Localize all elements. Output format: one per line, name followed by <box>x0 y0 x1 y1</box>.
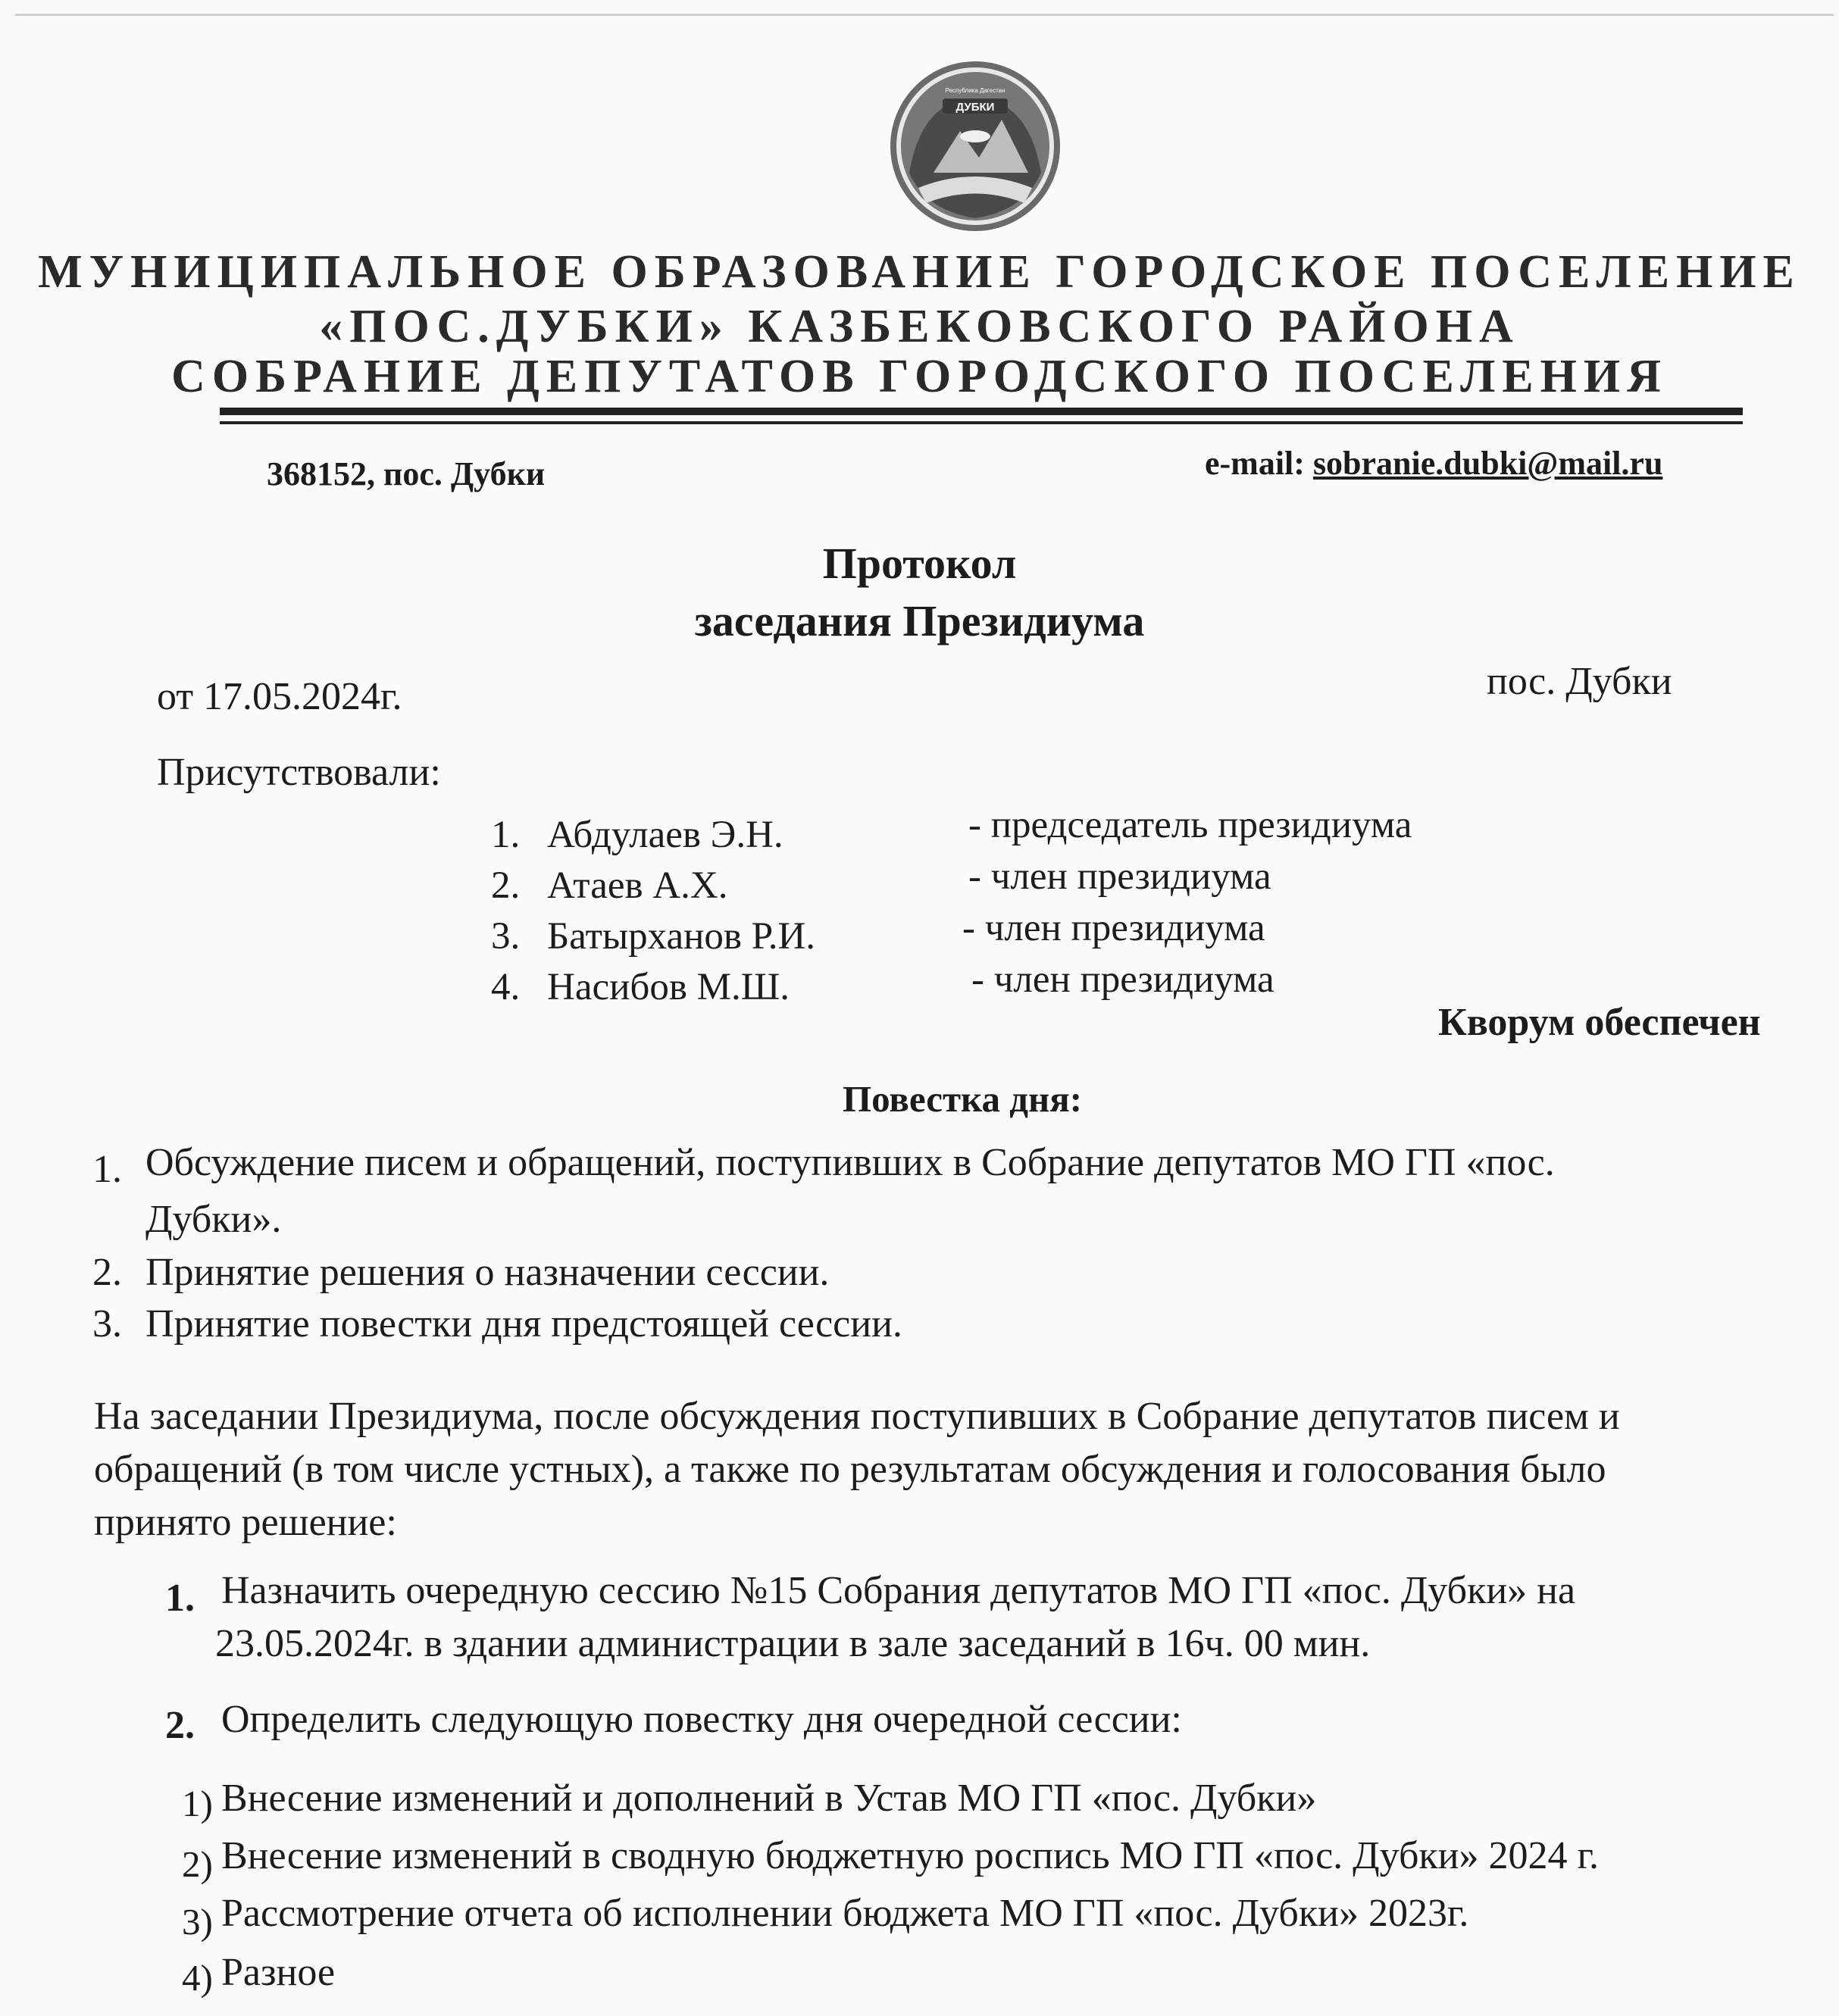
address: 368152, пос. Дубки <box>267 455 546 492</box>
email-label: e-mail: <box>1205 445 1313 482</box>
member-num: 2. <box>491 864 521 907</box>
agenda-title: Повестка дня: <box>843 1078 1083 1120</box>
decision-paragraph: На заседании Президиума, после обсуждения поступивших в Собрание депутатов писем и <box>94 1395 1620 1438</box>
decision-item: Определить следующую повестку дня очередной сессии: <box>221 1698 1182 1741</box>
agenda-item: Принятие повестки дня предстоящей сессии. <box>145 1302 902 1346</box>
session-item-num: 3) <box>182 1901 213 1943</box>
session-item: Разное <box>221 1951 336 1994</box>
present-label: Присутствовали: <box>157 751 441 794</box>
member-role: - председатель президиума <box>968 804 1412 846</box>
decision-num: 2. <box>165 1704 195 1747</box>
header-line-3: СОБРАНИЕ ДЕПУТАТОВ ГОРОДСКОГО ПОСЕЛЕНИЯ <box>171 351 1668 402</box>
doc-date: от 17.05.2024г. <box>157 675 402 718</box>
member-name: Атаев А.Х. <box>547 864 728 907</box>
member-num: 4. <box>491 966 521 1008</box>
decision-item-cont: 23.05.2024г. в здании администрации в зале заседаний в 16ч. 00 мин. <box>215 1622 1371 1665</box>
member-name: Абдулаев Э.Н. <box>547 814 783 856</box>
header-divider-thin <box>220 421 1743 424</box>
header-line-1: МУНИЦИПАЛЬНОЕ ОБРАЗОВАНИЕ ГОРОДСКОЕ ПОСЕЛЕНИЕ <box>38 246 1801 298</box>
session-item: Внесение изменений и дополнений в Устав МО ГП «пос. Дубки» <box>221 1777 1317 1820</box>
emblem-seal <box>888 59 1062 233</box>
doc-title: Протокол <box>822 539 1017 588</box>
scan-edge-line <box>15 14 1834 16</box>
svg-text:ДУБКИ: ДУБКИ <box>955 101 995 114</box>
member-name: Батырханов Р.И. <box>547 915 816 958</box>
agenda-item-cont: Дубки». <box>145 1198 282 1241</box>
member-num: 1. <box>491 814 521 856</box>
agenda-num: 1. <box>92 1148 122 1191</box>
email-link[interactable]: sobranie.dubki@mail.ru <box>1312 445 1663 482</box>
member-name: Насибов М.Ш. <box>547 966 790 1008</box>
member-role: - член президиума <box>962 907 1265 949</box>
decision-paragraph-cont: принято решение: <box>94 1501 397 1544</box>
session-item: Рассмотрение отчета об исполнении бюджета МО ГП «пос. Дубки» 2023г. <box>221 1892 1469 1935</box>
email-line <box>1205 444 1662 483</box>
member-num: 3. <box>491 915 521 958</box>
svg-text:Республика Дагестан: Республика Дагестан <box>945 87 1006 94</box>
member-role: - член президиума <box>971 958 1274 1001</box>
session-item-num: 2) <box>182 1843 213 1885</box>
doc-subtitle: заседания Президиума <box>694 596 1145 645</box>
quorum-note: Кворум обеспечен <box>1438 1001 1761 1044</box>
agenda-item: Обсуждение писем и обращений, поступивших в Собрание депутатов МО ГП «пос. <box>145 1141 1555 1184</box>
agenda-num: 2. <box>92 1251 122 1294</box>
decision-paragraph-cont: обращений (в том числе устных), а также по результатам обсуждения и голосования было <box>94 1448 1606 1491</box>
decision-num: 1. <box>165 1577 195 1620</box>
decision-item: Назначить очередную сессию №15 Собрания депутатов МО ГП «пос. Дубки» на <box>221 1569 1576 1612</box>
header-line-2: «ПОС.ДУБКИ» КАЗБЕКОВСКОГО РАЙОНА <box>319 301 1520 352</box>
session-item-num: 1) <box>182 1783 213 1824</box>
doc-place: пос. Дубки <box>1487 660 1672 703</box>
session-item: Внесение изменений в сводную бюджетную роспись МО ГП «пос. Дубки» 2024 г. <box>221 1834 1599 1877</box>
header-divider-thick <box>220 408 1743 415</box>
agenda-num: 3. <box>92 1302 122 1346</box>
member-role: - член президиума <box>968 855 1271 898</box>
session-item-num: 4) <box>182 1957 213 1999</box>
agenda-item: Принятие решения о назначении сессии. <box>145 1251 830 1294</box>
